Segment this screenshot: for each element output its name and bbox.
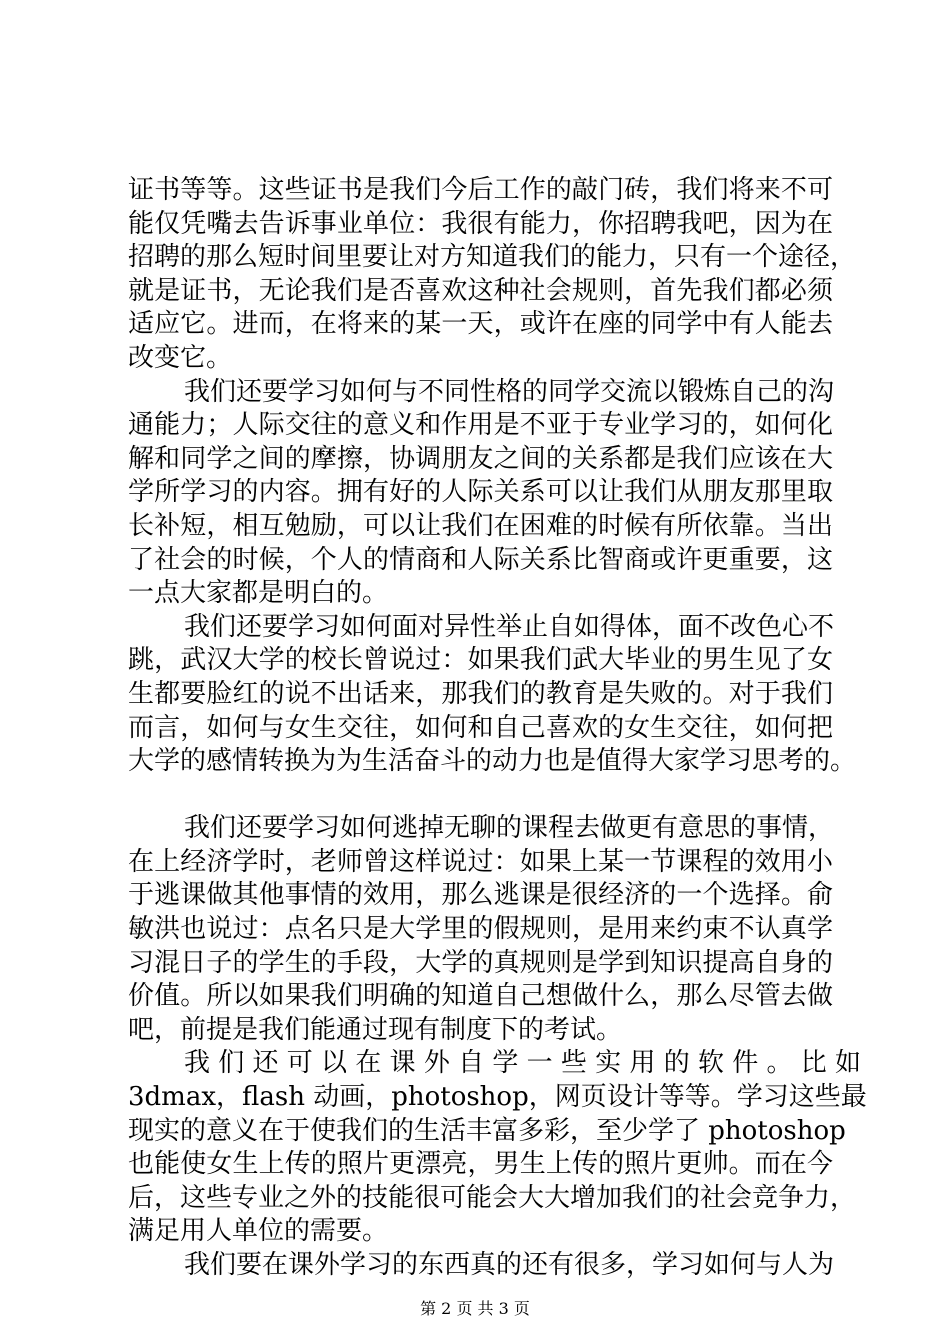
paragraph-line: 适应它。进而，在将来的某一天，或许在座的同学中有人能去	[128, 309, 833, 340]
paragraph-line: 一点大家都是明白的。	[128, 578, 389, 609]
paragraph-line: 我 们 还 可 以 在 课 外 自 学 一 些 实 用 的 软 件 。 比 如	[184, 1048, 862, 1079]
paragraph-line: 跳，武汉大学的校长曾说过：如果我们武大毕业的男生见了女	[128, 645, 833, 676]
paragraph-line: 通能力；人际交往的意义和作用是不亚于专业学习的，如何化	[128, 410, 833, 441]
paragraph-line: 也能使女生上传的照片更漂亮，男生上传的照片更帅。而在今	[128, 1149, 833, 1180]
paragraph-line: 而言，如何与女生交往，如何和自己喜欢的女生交往，如何把	[128, 712, 833, 743]
paragraph-line: 大学的感情转换为为生活奋斗的动力也是值得大家学习思考的。	[128, 746, 857, 777]
page-footer: 第 2 页 共 3 页	[420, 1299, 530, 1318]
paragraph	[128, 376, 833, 611]
paragraph-line: 招聘的那么短时间里要让对方知道我们的能力，只有一个途径，	[128, 242, 857, 273]
paragraph-line: 了社会的时候，个人的情商和人际关系比智商或许更重要，这	[128, 544, 833, 575]
paragraph-line: 敏洪也说过：点名只是大学里的假规则，是用来约束不认真学	[128, 914, 833, 945]
paragraph-line: 我们要在课外学习的东西真的还有很多，学习如何与人为	[184, 1250, 835, 1280]
paragraph-line: 于逃课做其他事情的效用，那么逃课是很经济的一个选择。俞	[128, 880, 833, 911]
paragraph	[128, 1249, 833, 1283]
paragraph	[128, 812, 833, 1047]
document-body	[128, 174, 867, 1283]
paragraph-line: 学所学习的内容。拥有好的人际关系可以让我们从朋友那里取	[128, 477, 833, 508]
paragraph-line: 在上经济学时，老师曾这样说过：如果上某一节课程的效用小	[128, 846, 833, 877]
paragraph-line: 就是证书，无论我们是否喜欢这种社会规则，首先我们都必须	[128, 275, 833, 306]
paragraph-line: 吧，前提是我们能通过现有制度下的考试。	[128, 1014, 623, 1045]
paragraph-line: 我们还要学习如何面对异性举止自如得体，面不改色心不	[184, 611, 835, 642]
paragraph	[128, 611, 857, 779]
paragraph-line: 后，这些专业之外的技能很可能会大大增加我们的社会竞争力，	[128, 1182, 857, 1213]
paragraph-line: 改变它。	[128, 342, 233, 373]
paragraph-line: 满足用人单位的需要。	[128, 1216, 389, 1247]
paragraph-line: 证书等等。这些证书是我们今后工作的敲门砖，我们将来不可	[128, 175, 833, 205]
paragraph-line: 我们还要学习如何逃掉无聊的课程去做更有意思的事情，	[184, 813, 835, 844]
paragraph-line: 长补短，相互勉励，可以让我们在困难的时候有所依靠。当出	[128, 510, 833, 541]
blank-line	[128, 779, 833, 813]
paragraph-line: 生都要脸红的说不出话来，那我们的教育是失败的。对于我们	[128, 678, 833, 709]
paragraph	[128, 1047, 867, 1249]
paragraph-line: 我们还要学习如何与不同性格的同学交流以锻炼自己的沟	[184, 376, 835, 407]
paragraph	[128, 174, 857, 376]
paragraph-line: 习混日子的学生的手段，大学的真规则是学到知识提高自身的	[128, 947, 833, 978]
paragraph-line: 能仅凭嘴去告诉事业单位：我很有能力，你招聘我吧，因为在	[128, 208, 833, 239]
paragraph-line: 解和同学之间的摩擦，协调朋友之间的关系都是我们应该在大	[128, 443, 833, 474]
paragraph-line: 现实的意义在于使我们的生活丰富多彩，至少学了 photoshop	[128, 1115, 846, 1146]
paragraph-line: 价值。所以如果我们明确的知道自己想做什么，那么尽管去做	[128, 981, 833, 1012]
paragraph-line: 3dmax，flash 动画，photoshop，网页设计等等。学习这些最	[128, 1082, 867, 1113]
